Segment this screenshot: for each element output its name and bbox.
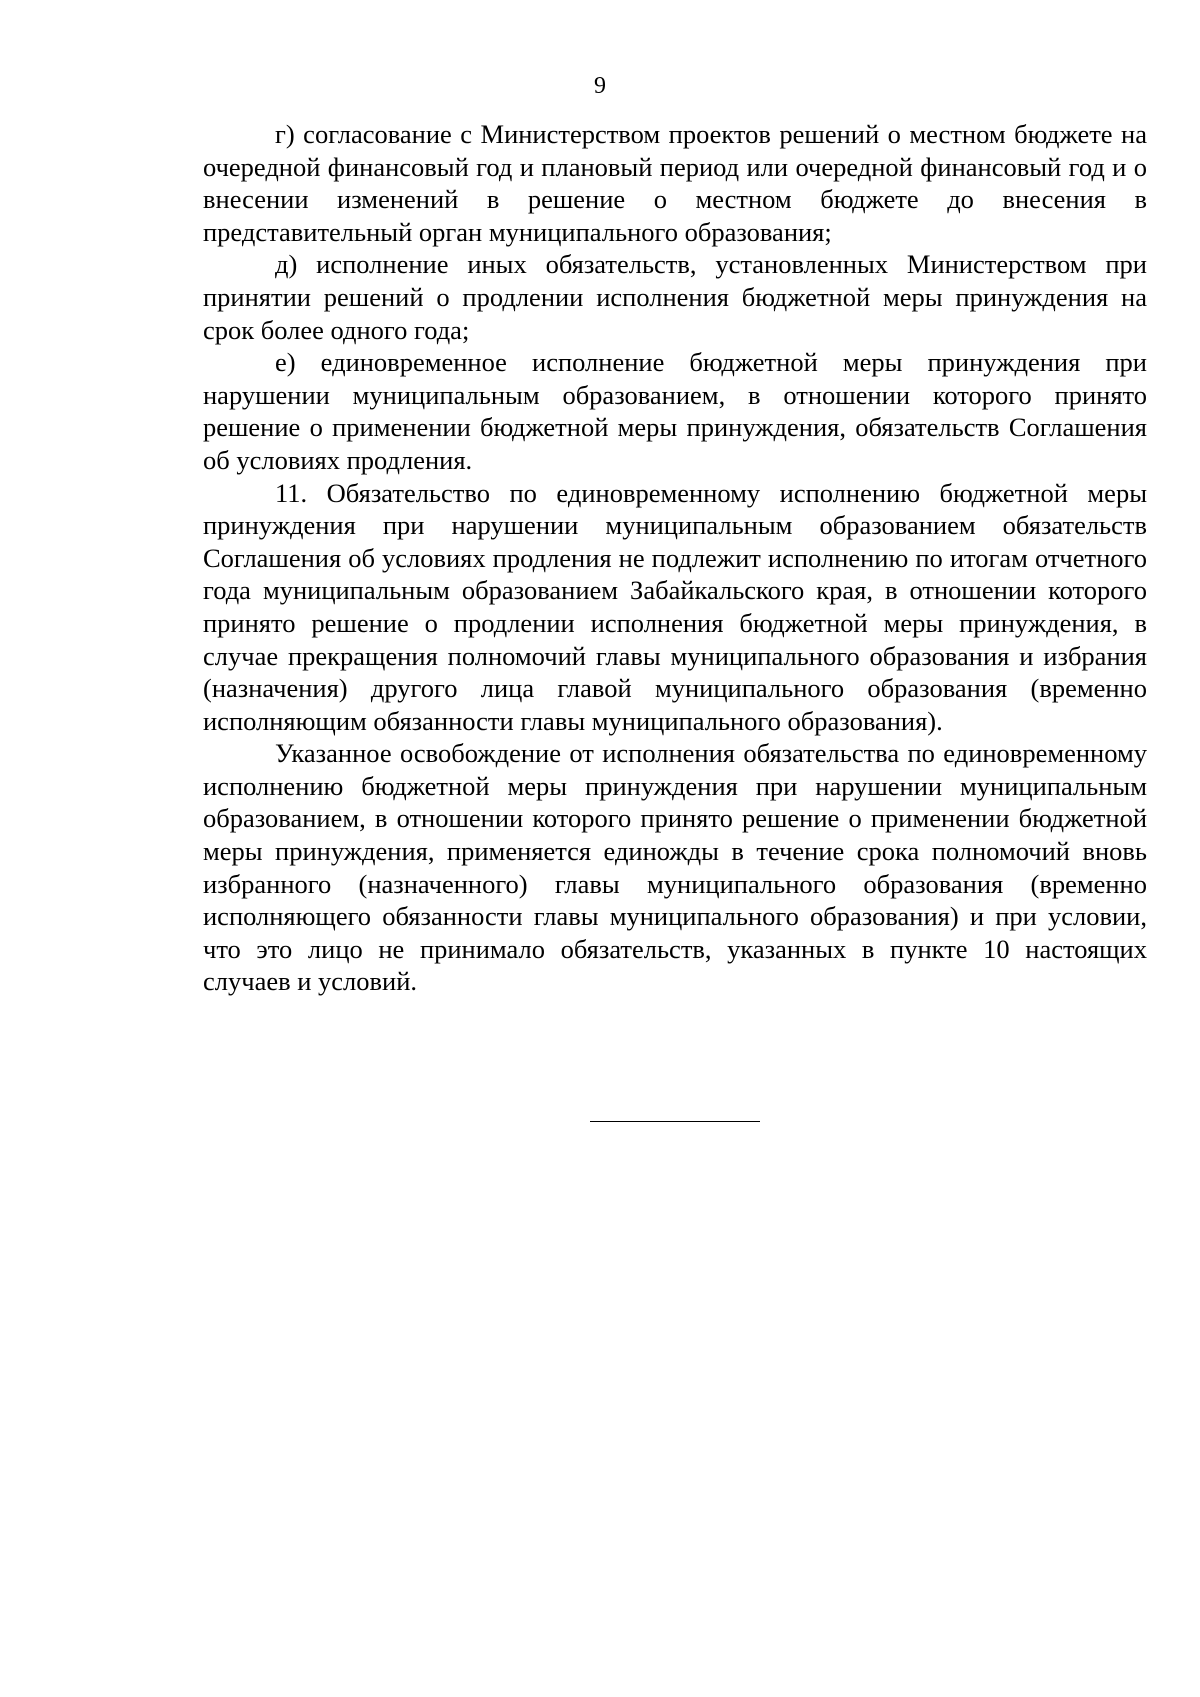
paragraph-g: г) согласование с Министерством проектов решений о местном бюджете на очередной финансовый год и плановый период или очередной финансовый год и о внесении изменений в решение о местном бюджете до внесения в представительный орган муниципального образования;: [203, 119, 1147, 247]
paragraph-d: д) исполнение иных обязательств, установленных Министерством при принятии решений о продлении исполнения бюджетной меры принуждения на срок более одного года;: [203, 249, 1147, 345]
paragraph-11: 11. Обязательство по единовременному исполнению бюджетной меры принуждения при нарушении муниципальным образованием обязательств Соглашения об условиях продления не подлежит исполнению по итогам отчетного года муниципальным образованием Забайкальского края, в отношении которого принято решение о продлении исполнения бюджетной меры принуждения, в случае прекращения полномочий главы муниципального образования и избрания (назначения) другого лица главой муниципального образования (временно исполняющим обязанности главы муниципального образования).: [203, 477, 1147, 736]
paragraph-e: е) единовременное исполнение бюджетной меры принуждения при нарушении муниципальным образованием, в отношении которого принято решение о применении бюджетной меры принуждения, обязательств Соглашения об условиях продления.: [203, 347, 1147, 475]
paragraph-exemption: Указанное освобождение от исполнения обязательства по единовременному исполнению бюджетной меры принуждения при нарушении муниципальным образованием, в отношении которого принято решение о применении бюджетной меры принуждения, применяется единожды в течение срока полномочий вновь избранного (назначенного) главы муниципального образования (временно исполняющего обязанности главы муниципального образования) и при условии, что это лицо не принимало обязательств, указанных в пункте 10 настоящих случаев и условий.: [203, 738, 1147, 997]
end-separator-line: [590, 1121, 760, 1122]
page-number: 9: [594, 73, 606, 99]
document-body: [203, 118, 1147, 998]
